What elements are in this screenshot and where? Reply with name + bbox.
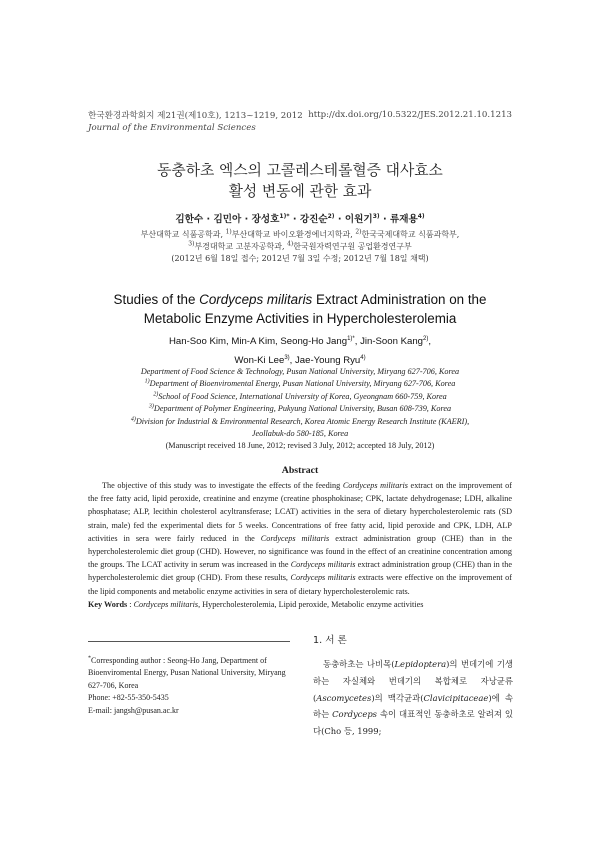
- abstract-species: Cordyceps militaris: [260, 533, 330, 543]
- affil-line: [0, 403, 600, 415]
- footnote-phone: Phone: +82-55-350-5435: [88, 693, 169, 703]
- footnote-rule: [88, 641, 290, 642]
- author-name: 김한수: [175, 214, 204, 225]
- korean-title-line1: 동충하초 엑스의 고콜레스테롤혈증 대사효소: [157, 162, 443, 179]
- author-sup: 2): [327, 212, 335, 220]
- affil-sup: 4): [287, 240, 294, 248]
- english-title-line2: Metabolic Enzyme Activities in Hypercholesterolemia: [143, 311, 457, 326]
- affil-sup: 3): [148, 403, 154, 410]
- section-heading: 1. 서 론: [313, 635, 347, 646]
- authors-sup: 3): [284, 354, 290, 361]
- title-species: Cordyceps militaris: [199, 292, 313, 307]
- abstract-species: Cordyceps militaris: [342, 481, 408, 490]
- intro-text: 속이 대표적인 동충하초로 알려져 있다(Cho 등, 1999;: [313, 709, 514, 737]
- title-text: Studies of the: [113, 292, 200, 307]
- authors-sup: 4): [360, 354, 366, 361]
- affil-sup: 1): [144, 378, 150, 385]
- intro-text: 동충하초는 나비목(: [323, 659, 395, 669]
- abstract-text: extract administration group (CHE) than in the hypercholesterolemic diet group (CHD). However, no significance was found in the effect of an creatinine concentration among the groups. The LCAT activity in serum was increased in the: [88, 533, 512, 570]
- abstract-body: [88, 479, 512, 598]
- authors-text: ,: [428, 336, 432, 347]
- abstract-text: extract administration group (CHE) than in the hypercholesterolemic diet group (CHD). From these results,: [88, 560, 513, 583]
- affil-sup: 1): [225, 228, 232, 236]
- korean-received: (2012년 6월 18일 접수; 2012년 7월 3일 수정; 2012년 7월 18일 채택): [171, 254, 429, 264]
- authors-sup: 1)*: [347, 335, 355, 342]
- affil-text: Division for Industrial & Environmental Research, Korea Atomic Energy Research Institute (KAERI),: [135, 416, 470, 426]
- english-title: [0, 290, 600, 328]
- english-authors: [0, 332, 600, 370]
- author-name: 김민아: [213, 214, 242, 225]
- author-sup: 1)*: [279, 212, 290, 220]
- affil-text: Department of Bioenviromental Energy, Pusan National University, Miryang 627-706, Korea: [149, 379, 456, 389]
- intro-term: Clavicipitaceae: [423, 692, 489, 703]
- author-sup: 3): [372, 212, 380, 220]
- author-name: 장성호: [251, 214, 280, 225]
- keywords-list: , Hypercholesterolemia, Lipid peroxide, Metabolic enzyme activities: [198, 600, 424, 609]
- affil-text: 한국원자력연구원 공업환경연구부: [293, 242, 412, 252]
- english-affiliations: [0, 366, 600, 453]
- journal-korean: 한국환경과학회지 제21권(제10호), 1213~1219, 2012: [88, 111, 303, 121]
- affil-line: [0, 416, 600, 428]
- authors-text: Won-Ki Lee: [234, 355, 285, 366]
- footnote-star: *: [88, 655, 91, 662]
- footnote-email[interactable]: E-mail: jangsh@pusan.ac.kr: [88, 705, 179, 715]
- journal-header: [88, 110, 303, 134]
- authors-text: , Jin-Soon Kang: [354, 336, 424, 347]
- abstract-text: The objective of this study was to investigate the effects of the feeding: [102, 481, 343, 490]
- footnote-text: Corresponding author : Seong-Ho Jang, Department of Bioenviromental Energy, Pusan National University, Miryang 627-706, Korea: [88, 656, 286, 690]
- affil-line: [0, 366, 600, 378]
- footnote: [88, 655, 298, 717]
- abstract-species: Cordyceps militaris: [290, 573, 356, 583]
- abstract-text: extract on the improvement of the free fatty acid, lipid peroxide, creatinine and enzyme (creatine phosphokinase; CPK, lactate dehydrogenase; LDH, alkaline phosphatase; ALP, lecithin cholesterol acyltransferase; LCAT) activities in the sera of dietary hypercholesterolemic rats (SD strain, male) fed the experimental diets for 5 weeks. Concentrations of free fatty acid, lipid peroxide and CPK, LDH, ALP activities in sera were fairly reduced in the: [88, 481, 512, 543]
- affil-text: 부산대학교 바이오환경에너지학과,: [231, 230, 356, 239]
- authors-text: , Jae-Young Ryu: [289, 355, 361, 366]
- doi-link[interactable]: http://dx.doi.org/10.5322/JES.2012.21.10.1213: [308, 110, 512, 120]
- korean-affil-line2: [0, 241, 600, 253]
- affil-sup: 4): [130, 415, 136, 422]
- affil-line: [0, 428, 600, 440]
- korean-title: [0, 160, 600, 202]
- korean-authors: 김한수 · 김민아 · 장성호$^{1)*}$ · 강진순$^{2)}$ · 이원기$^{3)}$ · 류재용$^{4)}$: [175, 212, 425, 225]
- affil-text: Department of Food Science & Technology, Pusan National University, Miryang 627-706, Korea: [140, 367, 460, 376]
- authors-sup: 2): [423, 335, 429, 342]
- affil-text: 부경대학교 고분자공학과,: [194, 242, 288, 252]
- english-authors-line1: [0, 332, 600, 351]
- author-name: 이원기: [344, 214, 373, 225]
- affil-sup: 2): [153, 391, 159, 398]
- affil-text: Jeollabuk-do 580-185, Korea: [251, 429, 349, 439]
- affil-text: 부산대학교 식품공학과,: [140, 230, 226, 239]
- keywords-sep: :: [127, 600, 134, 609]
- affil-sup: 3): [188, 240, 195, 248]
- abstract-text: extracts were effective on the improvement of the lipid components and metabolic enzyme activities in sera of dietary hypercholesterolemic rats.: [88, 573, 512, 596]
- affil-sup: 2): [355, 228, 362, 236]
- abstract-species: Cordyceps militaris: [290, 560, 356, 570]
- author-name: 류재용: [389, 214, 418, 225]
- affil-text: School of Food Science, International University of Korea, Gyeongnam 660-759, Korea: [158, 391, 447, 401]
- abstract-heading: Abstract: [281, 465, 319, 476]
- affil-line: [0, 378, 600, 390]
- intro-text: )에 속하는: [313, 692, 513, 720]
- keywords-species: Cordyceps militaris: [133, 600, 199, 609]
- korean-title-line2: 활성 변동에 관한 효과: [228, 183, 372, 200]
- author-name: 강진순: [299, 214, 328, 225]
- manuscript-dates: (Manuscript received 18 June, 2012; revised 3 July, 2012; accepted 18 July, 2012): [165, 441, 435, 451]
- author-sup: 4): [417, 212, 425, 220]
- intro-term: Ascomycetes: [316, 692, 372, 703]
- corresponding-author: [88, 655, 298, 692]
- english-title-line1: [0, 290, 600, 309]
- affil-line: [0, 391, 600, 403]
- intro-term: Lepidoptera: [394, 659, 447, 669]
- intro-text: )의 번데기에 기생하는 자실체와 번데기의 복합체로 자낭균류(: [313, 659, 513, 703]
- korean-affil-line1: [0, 229, 600, 241]
- intro-term: Cordyceps: [332, 709, 377, 720]
- keywords: [88, 600, 528, 609]
- keywords-label: Key Words: [88, 600, 128, 609]
- introduction-text: [313, 656, 513, 740]
- intro-text: )의 맥각균과(: [371, 692, 424, 703]
- affil-text: Department of Polymer Engineering, Pukyung National University, Busan 608-739, Korea: [153, 404, 452, 414]
- korean-affiliations: [0, 229, 600, 266]
- authors-text: Han-Soo Kim, Min-A Kim, Seong-Ho Jang: [168, 336, 348, 347]
- affil-text: 한국국제대학교 식품과학부,: [361, 230, 460, 239]
- title-text: Extract Administration on the: [312, 292, 487, 307]
- journal-english: Journal of the Environmental Sciences: [88, 123, 256, 133]
